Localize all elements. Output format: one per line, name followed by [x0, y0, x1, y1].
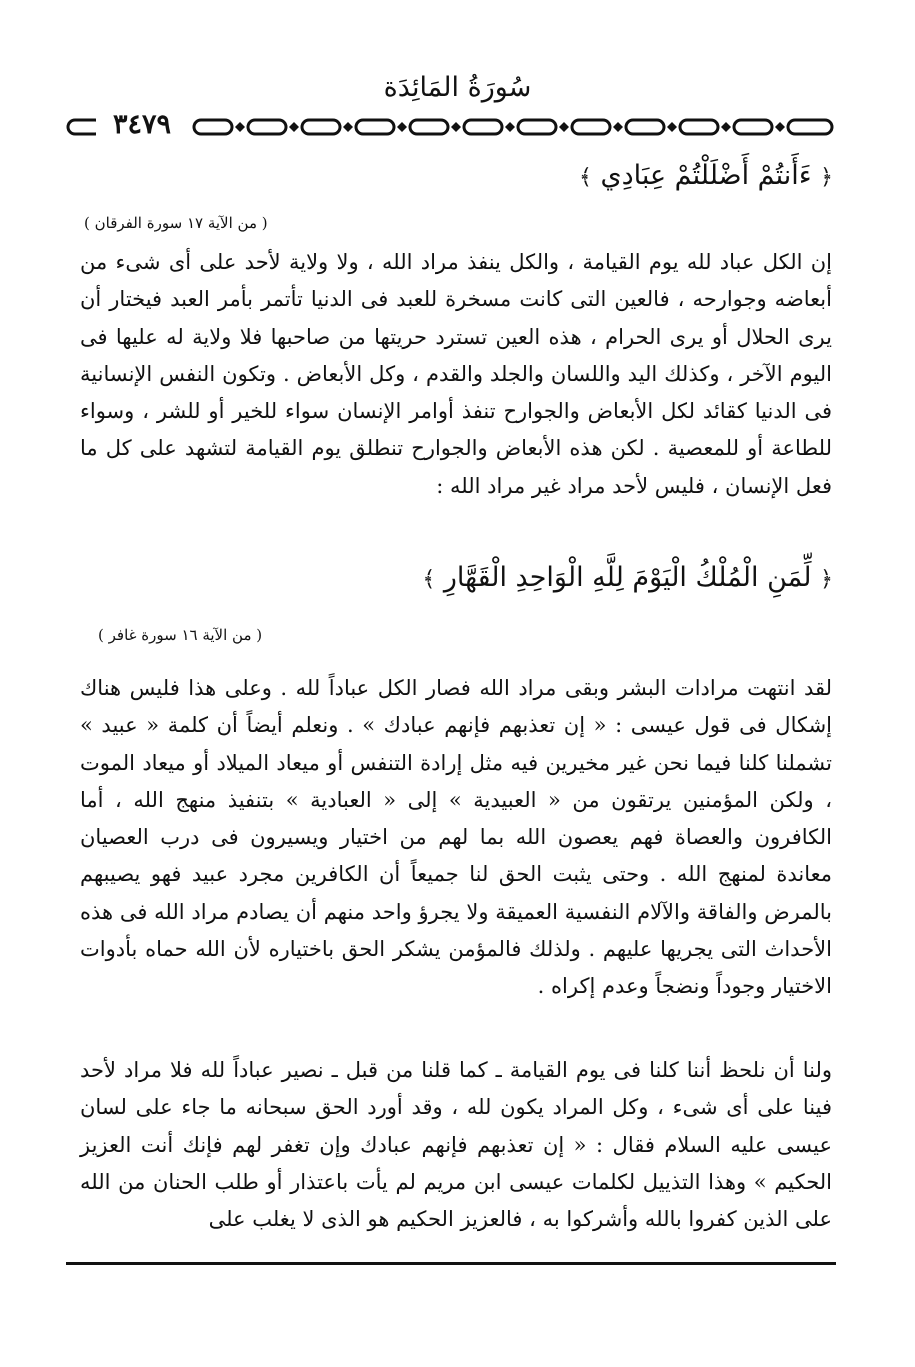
body-paragraph	[80, 244, 832, 505]
verse-text: ءَأَنتُمْ أَضْلَلْتُمْ عِبَادِي	[600, 160, 812, 191]
quran-verse	[422, 562, 833, 593]
verse-close-bracket: ﴾	[578, 165, 592, 190]
verse-open-bracket: ﴿	[820, 165, 833, 190]
verse-text: لِّمَنِ الْمُلْكُ الْيَوْمَ لِلَّهِ الْوَاحِدِ الْقَهَّارِ	[443, 562, 812, 593]
verse-close-bracket: ﴾	[422, 567, 436, 592]
verse-reference: ( من الآية ١٧ سورة الفرقان )	[84, 214, 268, 232]
footer-rule	[66, 1262, 836, 1265]
paragraph-text: إن الكل عباد لله يوم القيامة ، والكل ينفذ مراد الله ، ولا ولاية لأحد على أى شىء من أبعاضه وجوارحه ، فالعين التى كانت مسخرة للعبد فى الدنيا تأتمر بأمر العبد فيختار أن يرى الحلال أو يرى الحرام ، هذه العين تسترد حريتها من صاحبها فلا ولاية له عليها فى اليوم الآخر ، وكذلك اليد واللسان والجلد والقدم ، وكل الأبعاض . وتكون النفس الإنسانية فى الدنيا كقائد لكل الأبعاض والجوارح تنفذ أوامر الإنسان سواء للخير أو للشر ، وسواء للطاعة أو للمعصية . لكن هذه الأبعاض والجوارح تنطلق يوم القيامة لتشهد على كل ما فعل الإنسان ، فليس لأحد مراد غير مراد الله :	[80, 250, 832, 498]
verse-reference: ( من الآية ١٦ سورة غافر )	[98, 626, 263, 644]
body-paragraph	[80, 670, 832, 1006]
paragraph-text: ولنا أن نلحظ أننا كلنا فى يوم القيامة ـ كما قلنا من قبل ـ نصير عباداً لله فلا مراد لأحد فينا على أى شىء ، وكل المراد يكون لله ، وقد أورد الحق سبحانه ما جاء على لسان عيسى عليه السلام فقال : « إن تعذبهم فإنهم عبادك وإن تغفر لهم فإنك أنت العزيز الحكيم » وهذا التذييل لكلمات عيسى ابن مريم لم يأت باعتذار أو طلب الحنان من الله على الذين كفروا بالله وأشركوا به ، فالعزيز الحكيم هو الذى لا يغلب على	[80, 1058, 832, 1232]
page-number: ٣٤٧٩	[96, 106, 188, 144]
body-paragraph	[80, 1052, 832, 1238]
verse-open-bracket: ﴿	[820, 567, 833, 592]
surah-title: سُورَةُ المَائِدَة	[383, 72, 532, 103]
quran-verse	[579, 160, 833, 191]
paragraph-text: لقد انتهت مرادات البشر وبقى مراد الله فصار الكل عباداً لله . وعلى هذا فليس هناك إشكال فى قول عيسى : « إن تعذبهم فإنهم عبادك » . ونعلم أيضاً أن كلمة « عبيد » تشملنا كلنا فيما نحن غير مخيرين فيه مثل إرادة التنفس أو ميعاد الميلاد أو ميعاد الموت ، ولكن المؤمنين يرتقون من « العبيدية » إلى « العبادية » بتنفيذ منهج الله ، أما الكافرون والعصاة فهم يعصون الله بما لهم من اختيار ويسيرون فى درب العصيان معاندة لمنهج الله . وحتى يثبت الحق لنا جميعاً أن الكافرين مجرد عبيد فهو يصيبهم بالمرض والفاقة والآلام النفسية العميقة ولا يجرؤ واحد منهم أن يصادم مراد الله فى هذه الأحداث التى يجريها عليهم . ولذلك فالمؤمن يشكر الحق باختياره لأن الله حماه بأدوات الاختيار وجوداً ونضجاً وعدم إكراه .	[80, 676, 832, 999]
